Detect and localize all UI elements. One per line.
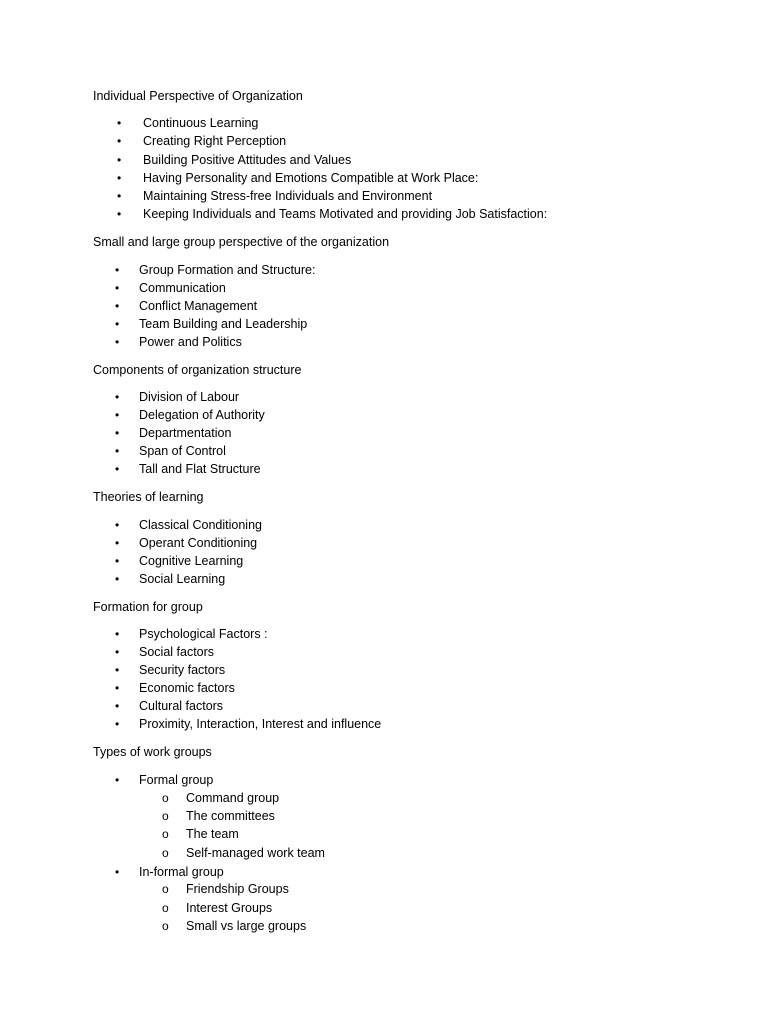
list-item: Power and Politics <box>139 335 242 349</box>
bullet: • <box>115 681 120 695</box>
list-item: In-formal group <box>139 865 224 879</box>
list-item: Social Learning <box>139 572 226 586</box>
sub-bullet: o <box>162 919 169 933</box>
list-item: Formal group <box>139 773 214 787</box>
bullet: • <box>115 645 120 659</box>
list-item: Delegation of Authority <box>139 408 265 422</box>
section-heading: Formation for group <box>93 600 203 614</box>
list-item: Having Personality and Emotions Compatible at Work Place: <box>143 171 479 185</box>
bullet: • <box>117 189 122 203</box>
bullet: • <box>115 773 120 787</box>
list-item: Departmentation <box>139 426 232 440</box>
bullet: • <box>117 116 122 130</box>
list-item: Division of Labour <box>139 390 240 404</box>
bullet: • <box>117 134 122 148</box>
bullet: • <box>115 390 120 404</box>
section-heading: Theories of learning <box>93 490 204 504</box>
bullet: • <box>115 263 120 277</box>
sub-list-item: Command group <box>186 791 280 805</box>
list-item: Building Positive Attitudes and Values <box>143 153 352 167</box>
bullet: • <box>115 699 120 713</box>
bullet: • <box>115 865 120 879</box>
bullet: • <box>115 554 120 568</box>
list-item: Security factors <box>139 663 226 677</box>
sub-bullet: o <box>162 827 169 841</box>
bullet: • <box>115 317 120 331</box>
section-heading: Small and large group perspective of the organization <box>93 235 390 249</box>
list-item: Creating Right Perception <box>143 134 287 148</box>
sub-bullet: o <box>162 809 169 823</box>
sub-list-item: Self-managed work team <box>186 846 325 860</box>
list-item: Social factors <box>139 645 215 659</box>
bullet: • <box>115 572 120 586</box>
bullet: • <box>115 518 120 532</box>
list-item: Psychological Factors : <box>139 627 268 641</box>
bullet: • <box>115 663 120 677</box>
list-item: Proximity, Interaction, Interest and influence <box>139 717 382 731</box>
sub-list-item: The team <box>186 827 239 841</box>
list-item: Team Building and Leadership <box>139 317 308 331</box>
list-item: Maintaining Stress-free Individuals and Environment <box>143 189 433 203</box>
bullet: • <box>115 627 120 641</box>
bullet: • <box>115 426 120 440</box>
list-item: Span of Control <box>139 444 226 458</box>
bullet: • <box>115 335 120 349</box>
list-item: Cultural factors <box>139 699 224 713</box>
list-item: Communication <box>139 281 226 295</box>
list-item: Group Formation and Structure: <box>139 263 316 277</box>
section-heading: Components of organization structure <box>93 363 302 377</box>
bullet: • <box>115 536 120 550</box>
list-item: Economic factors <box>139 681 235 695</box>
bullet: • <box>117 171 122 185</box>
bullet: • <box>115 299 120 313</box>
bullet: • <box>115 444 120 458</box>
bullet: • <box>117 207 122 221</box>
bullet: • <box>117 153 122 167</box>
bullet: • <box>115 462 120 476</box>
bullet: • <box>115 281 120 295</box>
list-item: Cognitive Learning <box>139 554 244 568</box>
sub-bullet: o <box>162 846 169 860</box>
bullet: • <box>115 408 120 422</box>
list-item: Keeping Individuals and Teams Motivated and providing Job Satisfaction: <box>143 207 548 221</box>
sub-bullet: o <box>162 791 169 805</box>
sub-bullet: o <box>162 882 169 896</box>
sub-list-item: Friendship Groups <box>186 882 289 896</box>
list-item: Classical Conditioning <box>139 518 262 532</box>
section-heading: Individual Perspective of Organization <box>93 89 303 103</box>
bullet: • <box>115 717 120 731</box>
list-item: Conflict Management <box>139 299 258 313</box>
sub-list-item: The committees <box>186 809 275 823</box>
list-item: Tall and Flat Structure <box>139 462 261 476</box>
sub-list-item: Small vs large groups <box>186 919 307 933</box>
sub-list-item: Interest Groups <box>186 901 273 915</box>
section-heading: Types of work groups <box>93 745 212 759</box>
list-item: Continuous Learning <box>143 116 259 130</box>
sub-bullet: o <box>162 901 169 915</box>
list-item: Operant Conditioning <box>139 536 258 550</box>
